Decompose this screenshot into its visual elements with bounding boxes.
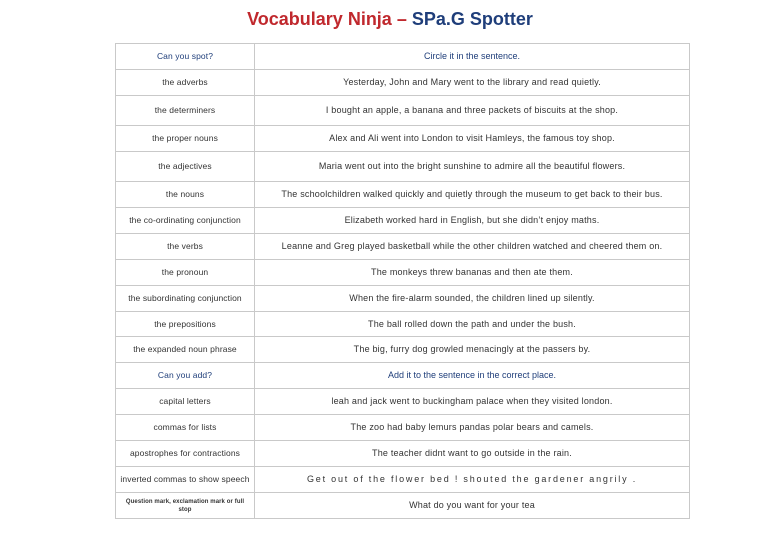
row-sentence: The teacher didnt want to go outside in the rain.: [255, 441, 690, 467]
row-label: apostrophes for contractions: [116, 441, 255, 467]
add-header-instruction: Add it to the sentence in the correct place.: [255, 363, 690, 389]
row-label: the subordinating conjunction: [116, 286, 255, 312]
table-row: [116, 389, 690, 415]
spot-header-row: [116, 44, 690, 70]
row-label: the adverbs: [116, 70, 255, 96]
table-row: [116, 182, 690, 208]
row-sentence: Elizabeth worked hard in English, but she didn’t enjoy maths.: [255, 208, 690, 234]
title-part-1: Vocabulary Ninja: [247, 9, 392, 29]
table-row: [116, 234, 690, 260]
table-row: [116, 152, 690, 182]
row-sentence: The zoo had baby lemurs pandas polar bears and camels.: [255, 415, 690, 441]
title-separator: –: [391, 9, 412, 29]
table-row: [116, 441, 690, 467]
table-row: [116, 286, 690, 312]
row-label: the verbs: [116, 234, 255, 260]
table-row: [116, 337, 690, 363]
row-sentence: The monkeys threw bananas and then ate them.: [255, 260, 690, 286]
table-row: [116, 96, 690, 126]
row-label: the pronoun: [116, 260, 255, 286]
table-row: [116, 208, 690, 234]
row-label: commas for lists: [116, 415, 255, 441]
row-label: the co-ordinating conjunction: [116, 208, 255, 234]
row-sentence: leah and jack went to buckingham palace when they visited london.: [255, 389, 690, 415]
row-label: Question mark, exclamation mark or full stop: [116, 493, 255, 519]
page-title: [0, 9, 780, 30]
row-label: the prepositions: [116, 312, 255, 337]
row-sentence: I bought an apple, a banana and three packets of biscuits at the shop.: [255, 96, 690, 126]
row-sentence: Yesterday, John and Mary went to the library and read quietly.: [255, 70, 690, 96]
row-sentence: Maria went out into the bright sunshine to admire all the beautiful flowers.: [255, 152, 690, 182]
row-sentence: When the fire-alarm sounded, the children lined up silently.: [255, 286, 690, 312]
table-row: [116, 70, 690, 96]
table-row: [116, 493, 690, 519]
spot-header-label: Can you spot?: [116, 44, 255, 70]
add-header-label: Can you add?: [116, 363, 255, 389]
table-row: [116, 126, 690, 152]
add-header-row: [116, 363, 690, 389]
table-row: [116, 312, 690, 337]
row-sentence: What do you want for your tea: [255, 493, 690, 519]
row-label: the adjectives: [116, 152, 255, 182]
title-part-2: SPa.G Spotter: [411, 9, 533, 29]
row-sentence: The ball rolled down the path and under the bush.: [255, 312, 690, 337]
table-row: [116, 260, 690, 286]
row-label: the expanded noun phrase: [116, 337, 255, 363]
row-label: inverted commas to show speech: [116, 467, 255, 493]
row-sentence: Leanne and Greg played basketball while the other children watched and cheered them on.: [255, 234, 690, 260]
row-label: capital letters: [116, 389, 255, 415]
row-label: the determiners: [116, 96, 255, 126]
row-sentence: The big, furry dog growled menacingly at the passers by.: [255, 337, 690, 363]
table-row: [116, 415, 690, 441]
row-label: the nouns: [116, 182, 255, 208]
row-sentence: Alex and Ali went into London to visit Hamleys, the famous toy shop.: [255, 126, 690, 152]
worksheet-table: [115, 43, 690, 519]
table-row: [116, 467, 690, 493]
row-sentence: Get out of the flower bed ! shouted the gardener angrily .: [255, 467, 690, 493]
row-sentence: The schoolchildren walked quickly and quietly through the museum to get back to their bus.: [255, 182, 690, 208]
row-label: the proper nouns: [116, 126, 255, 152]
spot-header-instruction: Circle it in the sentence.: [255, 44, 690, 70]
